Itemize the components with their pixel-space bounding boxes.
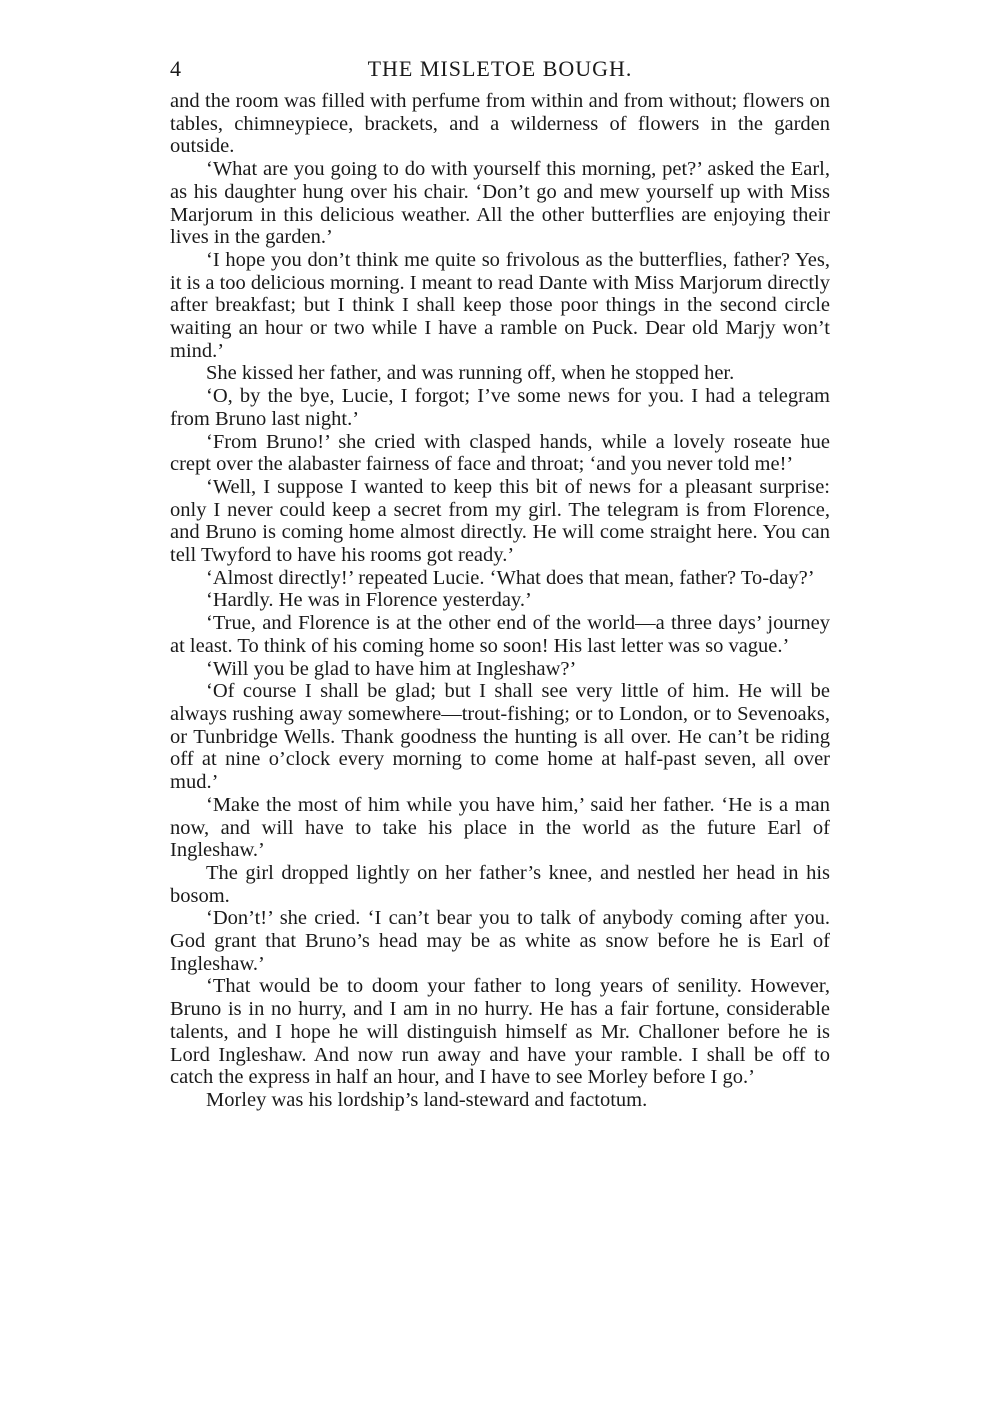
paragraph: ‘Will you be glad to have him at Ingleshaw?’ xyxy=(206,657,577,680)
paragraph: ‘O, by the bye, Lucie, I forgot; I’ve some news for you. I had a telegram from Bruno last night.’ xyxy=(170,385,830,430)
paragraph: ‘True, and Florence is at the other end of the world—a three days’ journey at least. To think of his coming home so soon! His last letter was so vague.’ xyxy=(170,612,830,657)
paragraph: ‘What are you going to do with yourself this morning, pet?’ asked the Earl, as his daughter hung over his chair. ‘Don’t go and mew yourself up with Miss Marjorum in this delicious weather. All the other butterflies are enjoying their lives in the garden.’ xyxy=(170,158,830,249)
paragraph: The girl dropped lightly on her father’s knee, and nestled her head in his bosom. xyxy=(170,861,830,907)
body-text xyxy=(170,90,830,1112)
book-page xyxy=(170,56,830,1112)
paragraph: ‘From Bruno!’ she cried with clasped hands, while a lovely roseate hue crept over the alabaster fairness of face and throat; ‘and you never told me!’ xyxy=(170,430,830,476)
paragraph: ‘Make the most of him while you have him,’ said her father. ‘He is a man now, and will have to take his place in the world as the future Earl of Ingleshaw.’ xyxy=(170,793,830,862)
page-header xyxy=(170,56,830,86)
paragraph: ‘Of course I shall be glad; but I shall see very little of him. He will be always rushing away somewhere—trout-fishing; or to London, or to Sevenoaks, or Tunbridge Wells. Thank goodness the hunting is all over. He can’t be riding off at nine o’clock every morning to come home at half-past seven, all over mud.’ xyxy=(170,680,830,794)
paragraph: ‘Well, I suppose I wanted to keep this bit of news for a pleasant surprise: only I never could keep a secret from my girl. The telegram is from Florence, and Bruno is coming home almost directly. He will come straight here. You can tell Twyford to have his rooms got ready.’ xyxy=(170,475,830,567)
paragraph: ‘Don’t!’ she cried. ‘I can’t bear you to talk of anybody coming after you. God grant that Bruno’s head may be as white as snow before he is Earl of Ingleshaw.’ xyxy=(170,907,830,975)
paragraph: Morley was his lordship’s land-steward and factotum. xyxy=(206,1088,648,1111)
paragraph: ‘Hardly. He was in Florence yesterday.’ xyxy=(206,589,532,612)
paragraph: She kissed her father, and was running off, when he stopped her. xyxy=(206,362,735,385)
paragraph: and the room was filled with perfume from within and from without; flowers on tables, chimneypiece, brackets, and a wilderness of flowers in the garden outside. xyxy=(170,90,830,158)
running-title: THE MISLETOE BOUGH. xyxy=(367,56,633,81)
paragraph: ‘Almost directly!’ repeated Lucie. ‘What does that mean, father? To-day?’ xyxy=(206,566,815,589)
paragraph: ‘That would be to doom your father to long years of senility. However, Bruno is in no hurry, and I am in no hurry. He has a fair fortune, considerable talents, and I hope he will distinguish himself as Mr. Challoner before he is Lord Ingleshaw. And now run away and have your ramble. I shall be off to catch the express in half an hour, and I have to see Morley before I go.’ xyxy=(170,975,830,1089)
page-number: 4 xyxy=(170,56,182,81)
paragraph: ‘I hope you don’t think me quite so frivolous as the butterflies, father? Yes, it is a too delicious morning. I meant to read Dante with Miss Marjorum directly after breakfast; but I think I shall keep those poor things in the second circle waiting an hour or two while I have a ramble on Puck. Dear old Marjy won’t mind.’ xyxy=(170,248,830,362)
